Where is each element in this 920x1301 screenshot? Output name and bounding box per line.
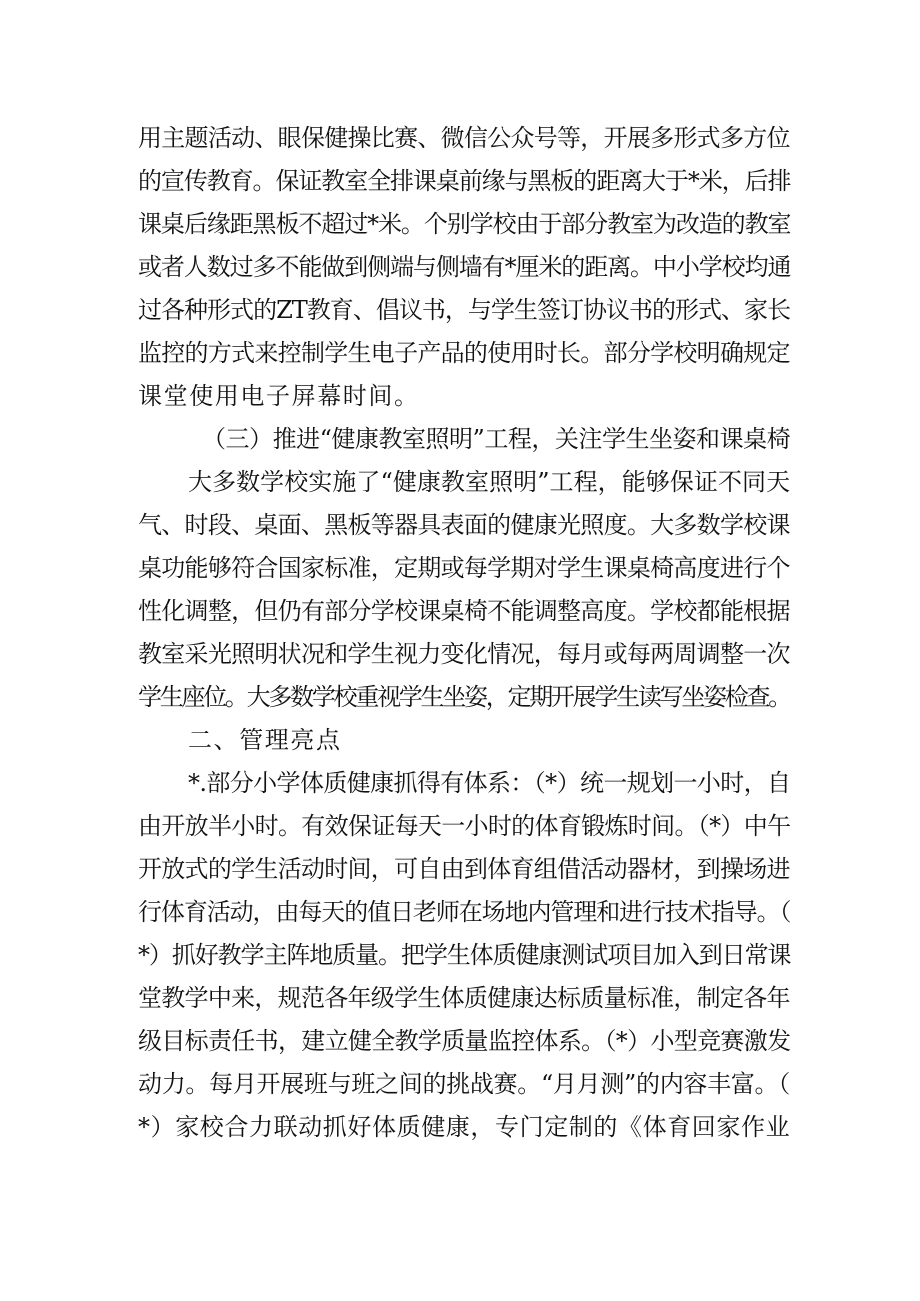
section-heading: （三）推进“健康教室照明”工程，关注学生坐姿和课桌椅 xyxy=(202,425,791,453)
section-heading: 二、管理亮点 xyxy=(188,726,342,754)
paragraph-line: 大多数学校实施了“健康教室照明”工程，能够保证不同天 xyxy=(188,468,791,496)
paragraph-line: 性化调整，但仍有部分学校课桌椅不能调整高度。学校都能根据 xyxy=(138,597,790,625)
paragraph-line: 开放式的学生活动时间，可自由到体育组借活动器材，到操场进 xyxy=(138,855,790,883)
paragraph-line: 学生座位。大多数学校重视学生坐姿，定期开展学生读写坐姿检查。 xyxy=(138,683,790,711)
paragraph-line: 课堂使用电子屏幕时间。 xyxy=(138,382,420,410)
paragraph-line: 教室采光照明状况和学生视力变化情况，每月或每两周调整一次 xyxy=(138,640,790,668)
paragraph-line: *）家校合力联动抓好体质健康，专门定制的《体育回家作业 xyxy=(138,1113,791,1141)
paragraph-line: 行体育活动，由每天的值日老师在场地内管理和进行技术指导。（ xyxy=(138,898,791,926)
paragraph-line: 级目标责任书，建立健全教学质量监控体系。（*）小型竞赛激发 xyxy=(138,1027,791,1055)
paragraph-line: 课桌后缘距黑板不超过*米。个别学校由于部分教室为改造的教室 xyxy=(138,210,791,238)
paragraph-line: 堂教学中来，规范各年级学生体质健康达标质量标准，制定各年 xyxy=(138,984,790,1012)
paragraph-line: 气、时段、桌面、黑板等器具表面的健康光照度。大多数学校课 xyxy=(138,511,790,539)
paragraph-line: 监控的方式来控制学生电子产品的使用时长。部分学校明确规定 xyxy=(138,339,790,367)
paragraph-line: 桌功能够符合国家标准，定期或每学期对学生课桌椅高度进行个 xyxy=(138,554,790,582)
paragraph-line: 动力。每月开展班与班之间的挑战赛。“月月测”的内容丰富。（ xyxy=(138,1070,790,1098)
paragraph-line: 用主题活动、眼保健操比赛、微信公众号等，开展多形式多方位 xyxy=(138,124,790,152)
paragraph-line: 由开放半小时。有效保证每天一小时的体育锻炼时间。（*）中午 xyxy=(138,812,791,840)
paragraph-line: 的宣传教育。保证教室全排课桌前缘与黑板的距离大于*米，后排 xyxy=(138,167,791,195)
paragraph-line: 或者人数过多不能做到侧端与侧墙有*厘米的距离。中小学校均通 xyxy=(138,253,791,281)
paragraph-line: *.部分小学体质健康抓得有体系：（*）统一规划一小时，自 xyxy=(188,769,791,797)
paragraph-line: 过各种形式的ZT教育、倡议书，与学生签订协议书的形式、家长 xyxy=(138,296,791,324)
paragraph-line: *）抓好教学主阵地质量。把学生体质健康测试项目加入到日常课 xyxy=(138,941,791,969)
